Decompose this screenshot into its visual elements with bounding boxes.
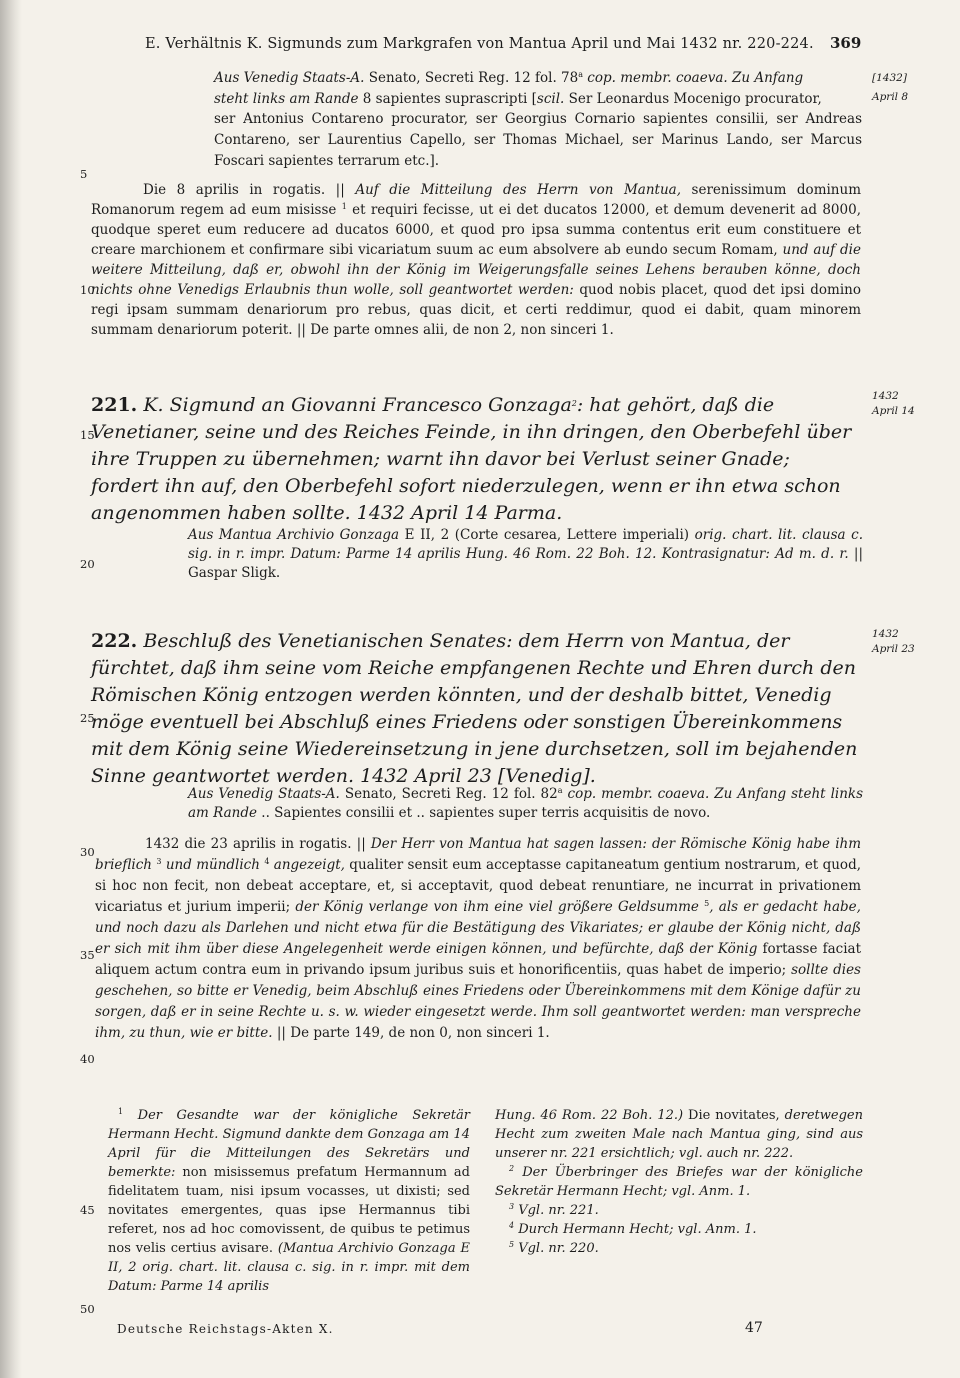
line-number: 30 — [80, 845, 95, 859]
item221-source: Aus Mantua Archivio Gonzaga E II, 2 (Corte cesarea, Lettere imperiali) orig. chart. lit. clausa c. sig. in r. impr. Datum: Parme 14 aprilis Hung. 46 Rom. 22 Boh. 12. Kontrasignatur: Ad m. d. r. || Gaspar Sligk. — [188, 527, 863, 581]
footnote-3: $^3$ Vgl. nr. 221. — [509, 1202, 599, 1218]
line-number: 45 — [80, 1203, 95, 1217]
footnote-4: $^4$ Durch Hermann Hecht; vgl. Anm. 1. — [509, 1221, 757, 1237]
line-number: 40 — [80, 1052, 95, 1066]
item221-margin-date: April 14 — [872, 405, 915, 417]
line-number: 10 — [80, 283, 95, 297]
line-number: 50 — [80, 1302, 95, 1316]
footnote-5: $^5$ Vgl. nr. 220. — [509, 1240, 599, 1256]
line-number: 20 — [80, 557, 95, 571]
item220-source-line2: steht links am Rande 8 sapientes suprascripti [scil. Ser Leonardus Mocenigo procurator, — [214, 91, 822, 107]
item221-margin-year: 1432 — [872, 390, 899, 402]
item222-margin-date: April 23 — [872, 643, 915, 655]
line-number: 15 — [80, 428, 95, 442]
running-head: E. Verhältnis K. Sigmunds zum Markgrafen von Mantua April und Mai 1432 nr. 220-224. — [145, 36, 814, 52]
item220-margin-year: [1432] — [872, 72, 907, 84]
page-number: 369 — [830, 34, 862, 52]
item220-margin-date: April 8 — [872, 91, 909, 103]
item220-source-rest: ser Antonius Contareno procurator, ser Georgius Cornario sapientes consilii, ser Andreas Contareno, ser Laurentius Capello, ser Thomas Michael, ser Marinus Lando, ser Marcus Foscari sapientes terrarum etc.]. — [214, 111, 862, 169]
line-number: 5 — [80, 167, 88, 181]
item220-source-line1: Aus Venedig Staats-A. Senato, Secreti Reg. 12 fol. 78$^a$ cop. membr. coaeva. Zu Anfang — [214, 70, 804, 86]
line-number: 35 — [80, 948, 95, 962]
item222-source: Aus Venedig Staats-A. Senato, Secreti Reg. 12 fol. 82$^a$ cop. membr. coaeva. Zu Anfang steht links am Rande .. Sapientes consilii et .. sapientes super terris acquisitis de novo. — [188, 786, 864, 821]
item222-margin-year: 1432 — [872, 628, 899, 640]
page-edge-shadow — [0, 0, 22, 1378]
footer-sheet-number: 47 — [745, 1320, 763, 1336]
item222-body: 1432 die 23 aprilis in rogatis. || Der Herr von Mantua hat sagen lassen: der Römische König habe ihm brieflich $^3$ und mündlich $^4$ angezeigt, qualiter sensit eum acceptasse capitaneatum gentium nostrarum, et quod, si hoc non fecit, non debeat acceptare, et, si acceptavit, quod debeat renuntiare, ne incurrat in privationem vicariatus et jurium imperii; der König verlange von ihm eine viel größere Geldsumme $^5$, als er gedacht habe, und noch dazu als Darlehen und nicht etwa für die Bestätigung des Vikariates; er glaube der König nicht, daß er sich mit ihm über diese Angelegenheit werde einigen können, und befürchte, daß der König fortasse faciat aliquem actum contra eum in privando ipsum juribus suis et honorificentiis, quas habet de imperio; sollte dies geschehen, so bitte er Venedig, beim Abschluß eines Friedens oder Übereinkommens mit dem Könige dafür zu sorgen, daß er in seine Rechte u. s. w. wieder eingesetzt werde. Ihm soll geantwortet werden: man verspreche ihm, zu thun, wie er bitte. || De parte 149, de non 0, non sinceri 1. — [95, 836, 862, 1041]
line-number: 25 — [80, 711, 95, 725]
item222-heading: 222. Beschluß des Venetianischen Senates: dem Herrn von Mantua, der fürchtet, daß ihm seine vom Reiche empfangenen Rechte und Ehren durch den Römischen König entzogen werden könnten, und der deshalb bittet, Venedig möge eventuell bei Abschluß eines Friedens oder sonstigen Übereinkommens mit dem König seine Wiedereinsetzung in jene durchsetzen, soll im bejahenden Sinne geantwortet werden. 1432 April 23 [Venedig]. — [91, 630, 858, 787]
footnote-1: $^1$ Der Gesandte war der königliche Sekretär Hermann Hecht. Sigmund dankte dem Gonzaga am 14 April für die Mitteilungen des Sekretärs und bemerkte: non misissemus prefatum Hermannum ad fidelitatem tuam, nisi ipsum vocasses, ut dixisti; sed novitates emergentes, quas ipse Hermannus tibi referet, nos ad hoc comovissent, de quibus te petimus nos velis certius avisare. (Mantua Archivio Gonzaga E II, 2 orig. chart. lit. clausa c. sig. in r. impr. mit dem Datum: Parme 14 aprilis — [108, 1107, 470, 1294]
footer-series: Deutsche Reichstags-Akten X. — [117, 1322, 334, 1336]
footnote-1-continuation: Hung. 46 Rom. 22 Boh. 12.) Die novitates, deretwegen Hecht zum zweiten Male nach Mantua ging, sind aus unserer nr. 221 ersichtlich; vgl. auch nr. 222. — [495, 1108, 863, 1161]
footnotes-right-column — [495, 1106, 863, 1258]
item220-body: Die 8 aprilis in rogatis. || Auf die Mitteilung des Herrn von Mantua, serenissimum dominum Romanorum regem ad eum misisse $^1$ et requiri fecisse, ut ei det ducatos 12000, et demum devenerit ad 8000, quodque speret eum reducere ad ducatos 6000, et quod pro ipsa summa contentus erit eum constituere et creare marchionem et confirmare sibi vicariatum suum ac eum absolvere ab eundo secum Romam, und auf die weitere Mitteilung, daß er, obwohl ihn der König im Weigerungsfalle seines Lehens berauben könne, doch nichts ohne Venedigs Erlaubnis thun wolle, soll geantwortet werden: quod nobis placet, quod det ipsi domino regi ipsam summam denariorum pro rebus, quas dicit, et certi reddimur, quod ei dabit, quam minorem summam denariorum poterit. || De parte omnes alii, de non 2, non sinceri 1. — [91, 182, 861, 338]
footnote-2: $^2$ Der Überbringer des Briefes war der königliche Sekretär Hermann Hecht; vgl. Anm. 1. — [495, 1164, 863, 1199]
item221-heading: 221. K. Sigmund an Giovanni Francesco Gonzaga$^2$: hat gehört, daß die Venetianer, seine und des Reiches Feinde, in ihn dringen, den Oberbefehl über ihre Truppen zu übernehmen; warnt ihn davor bei Verlust seiner Gnade; fordert ihn auf, den Oberbefehl sofort niederzulegen, wenn er ihn etwa schon angenommen haben sollte. 1432 April 14 Parma. — [91, 394, 852, 524]
